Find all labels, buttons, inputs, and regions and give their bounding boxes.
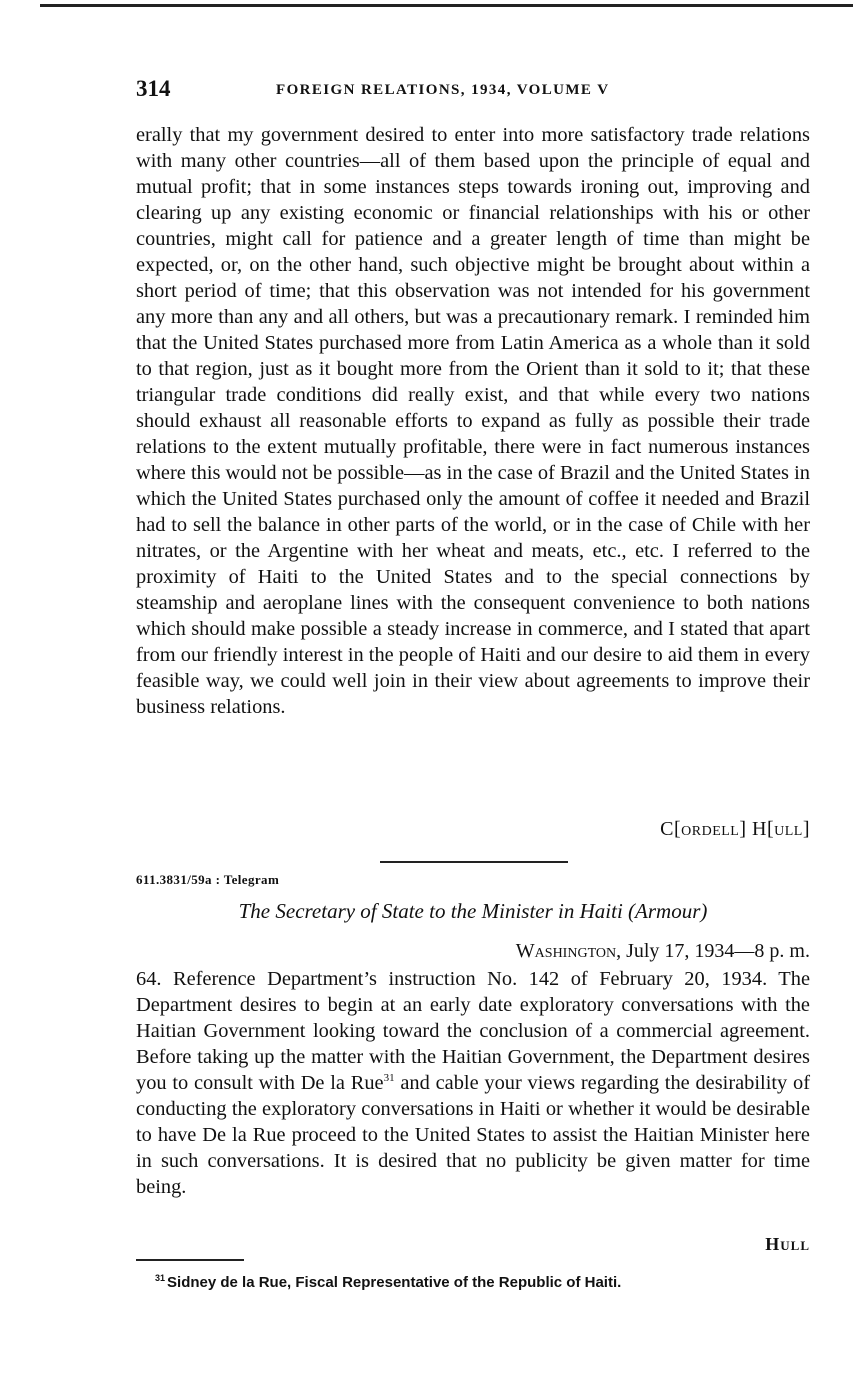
footnote-text: Sidney de la Rue, Fiscal Representative of the Republic of Haiti. <box>167 1274 622 1291</box>
footnote-marker: 31 <box>155 1273 166 1283</box>
running-head: FOREIGN RELATIONS, 1934, VOLUME V <box>276 82 610 98</box>
page-header <box>136 76 810 106</box>
telegram-text-part-2: and cable your views regarding the desirability of conducting the exploratory conversations in Haiti or whether it would be desirable to have De la Rue proceed to the United States to assist the Haitian Minister here in such conversations. It is desired that no publicity be given matter for time being. <box>136 1072 810 1198</box>
telegram-text-part-1: 64. Reference Department’s instruction No. 142 of February 20, 1934. The Department desires to begin at an early date exploratory conversations with the Haitian Government looking toward the conclusion of a commercial agreement. Before taking up the matter with the Haitian Government, the Department desires you to consult with De la Rue <box>136 968 810 1094</box>
footnote-rule <box>136 1259 244 1261</box>
file-reference: 611.3831/59a : Telegram <box>136 872 280 887</box>
telegram-body <box>136 966 810 1200</box>
top-border-rule <box>40 4 853 7</box>
footnote <box>155 1274 621 1291</box>
page-number: 314 <box>136 76 171 101</box>
dateline <box>516 940 810 963</box>
signature-hull: Hull <box>765 1234 810 1254</box>
footnote-reference[interactable]: 31 <box>383 1072 395 1084</box>
dateline-date: July 17, 1934—8 p. m. <box>626 940 810 962</box>
dateline-place: Washington, <box>515 940 622 962</box>
continued-paragraph: erally that my government desired to enter into more satisfactory trade relations with many other countries—all of them based upon the principle of equal and mutual profit; that in some instances steps towards ironing out, improving and clearing up any existing economic or financial relationships with his or other countries, might call for patience and a greater length of time than might be expected, or, on the other hand, such objective might be brought about within a short period of time; that this observation was not intended for his government any more than any and all others, but was a precautionary remark. I reminded him that the United States purchased more from Latin America as a whole than it sold to that region, just as it bought more from the Orient than it sold to it; that these triangular trade conditions did really exist, and that while every two nations should exhaust all reasonable efforts to expand as fully as possible their trade relations to the extent mutually profitable, there were in fact numerous instances where this would not be possible—as in the case of Brazil and the United States in which the United States purchased only the amount of coffee it needed and Brazil had to sell the balance in other parts of the world, or in the case of Chile with her nitrates, or the Argentine with her wheat and meats, etc., etc. I referred to the proximity of Haiti to the United States and to the special connections by steamship and aeroplane lines with the consequent convenience to both nations which should make possible a steady increase in commerce, and I stated that apart from our friendly interest in the people of Haiti and our desire to aid them in every feasible way, we could well join in their view about agreements to improve their business relations. <box>136 124 810 718</box>
document-title: The Secretary of State to the Minister in Haiti (Armour) <box>238 899 708 923</box>
signature-cordell-hull: C[ordell] H[ull] <box>660 818 810 840</box>
section-divider <box>380 861 568 863</box>
